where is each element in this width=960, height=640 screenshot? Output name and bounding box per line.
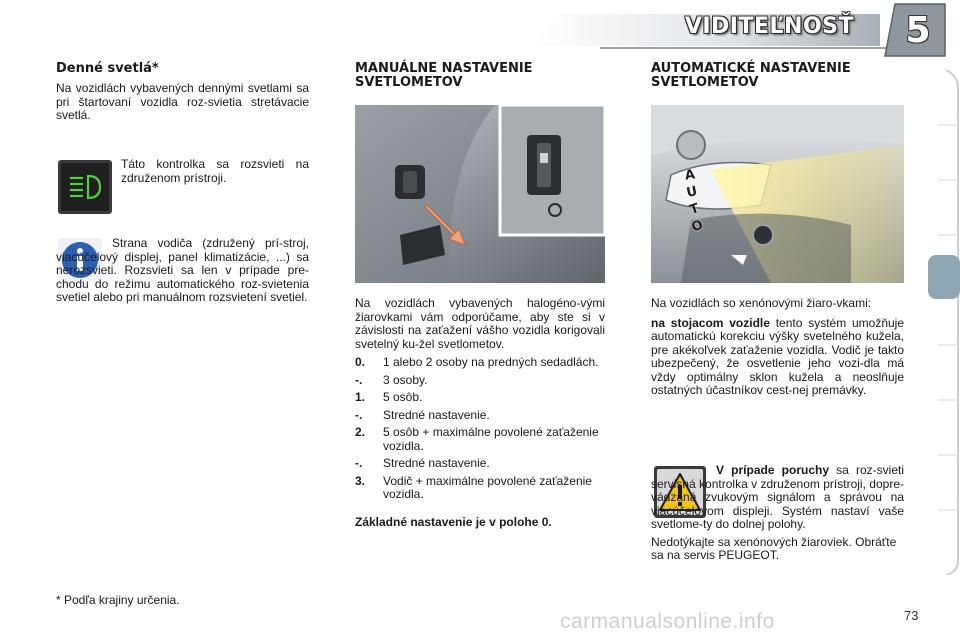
basic-setting-note: Základné nastavenie je v polohe 0. (355, 514, 552, 529)
fault-paragraph: V prípade poruchy sa roz-svieti servisná kontrolka v združenom prístroji, dopre-vádzaná zvukovým signálom a správou na viacúčelovom displeji. Systém nastaví vaše svetlome-ty do dolnej polohy. (651, 463, 904, 531)
heading-auto-line1: AUTOMATICKÉ NASTAVENIE (651, 61, 851, 76)
daytime-intro: Na vozidlách vybavených dennými svetlami sa pri štartovaní vozidla roz-svietia stretávacie svetlá. (56, 81, 309, 122)
list-item: 0. 1 alebo 2 osoby na predných sedadlách. (355, 355, 599, 369)
auto-vertical-label: A U T O (683, 167, 706, 236)
footnote: * Podľa krajiny určenia. (56, 593, 180, 607)
list-item: -. Stredné nastavenie. (355, 407, 490, 422)
stationary-paragraph: na stojacom vozidle tento systém umožňuje automatickú korekciu výšky svetelného kužela, pre akékoľvek zaťaženie vozidla. Vodič je takto ubezpečený, že osvetlenie jeho vozi-dla má vždy optimálny sklon kužela a neoslňuje ostatných účastníkov cest-nej premávky. (651, 315, 905, 397)
watermark: carmanualsonline.info (560, 610, 775, 633)
list-item: -. Stredné nastavenie. (355, 456, 490, 470)
automatic-body (651, 297, 904, 401)
heading-manual-line2: SVETLOMETOV (355, 75, 463, 90)
column-automatic-adjustment (651, 62, 904, 90)
list-item: 1. 5 osôb. (355, 390, 423, 404)
xenon-caution: Nedotýkajte sa xenónových žiaroviek. Obráťte sa na servis PEUGEOT. (651, 534, 897, 562)
indicator-text: Táto kontrolka sa rozsvieti na združenom prístroji. (121, 157, 309, 185)
daytime-lights-indicator-icon (58, 160, 112, 214)
automatic-intro: Na vozidlách so xenónovými žiaro-vkami: (651, 296, 872, 310)
page-header (0, 0, 960, 62)
heading-manual-line1: MANUÁLNE NASTAVENIE (355, 61, 533, 76)
column-manual-adjustment (355, 62, 605, 90)
heading-auto-line2: SVETLOMETOV (651, 75, 759, 90)
manual-body (355, 297, 605, 532)
column-daytime-lights (56, 62, 309, 126)
info-text: Strana vodiča (združený prí-stroj, viacúčelový displej, panel klimatizácie, ...) sa nerozsvieti. Rozsvieti sa len v prípade pre-chodu do režimu automatického roz-svietenia svetiel alebo pri manuálnom rozsvietení svetiel. (56, 236, 309, 304)
section-heading-daytime-lights: Denné svetlá* (56, 61, 159, 76)
info-note (56, 237, 309, 308)
section-heading-manual (355, 62, 605, 90)
section-heading-automatic (651, 62, 904, 90)
chapter-side-tabs (928, 70, 960, 575)
fault-note (651, 464, 904, 566)
page-number: 73 (904, 608, 919, 623)
list-item: -. 3 osoby. (355, 372, 428, 387)
manual-adjustment-photo (355, 105, 605, 283)
list-item: 3. Vodič + maximálne povolené zaťaženie vozidla. (355, 473, 592, 501)
page-title: VIDITEĽNOSŤ (684, 14, 854, 39)
chapter-number: 5 (905, 10, 931, 51)
manual-intro: Na vozidlách vybavených halogéno-vými žiarovkami vám odporúčame, aby ste si v závislosti na zaťažení vášho vozidla korigovali svetelný ku-žel svetlometov. (355, 296, 605, 351)
load-positions-list (355, 356, 605, 502)
list-item: 2. 5 osôb + maximálne povolené zaťaženie vozidla. (355, 425, 599, 453)
automatic-headlamp-photo (651, 105, 904, 283)
